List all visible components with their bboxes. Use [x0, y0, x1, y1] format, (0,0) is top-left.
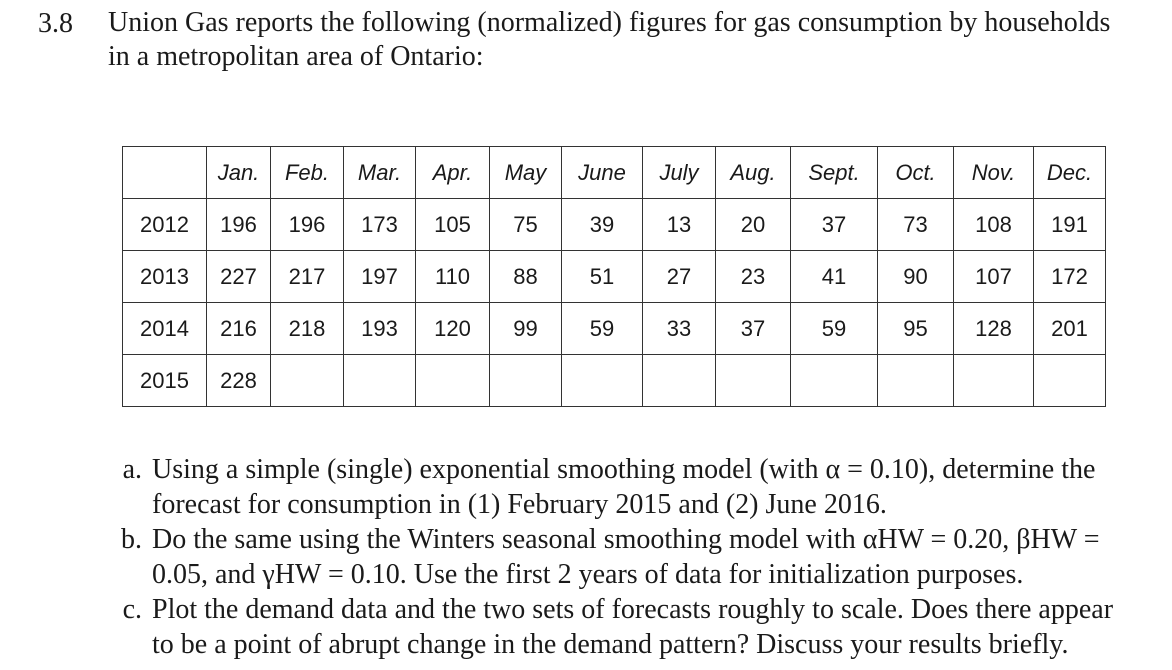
table-cell: 99	[490, 303, 562, 355]
table-cell	[643, 355, 716, 407]
table-cell: 216	[207, 303, 271, 355]
table-cell: 75	[490, 199, 562, 251]
table-cell: 201	[1034, 303, 1106, 355]
table-cell	[344, 355, 416, 407]
table-cell: 193	[344, 303, 416, 355]
table-cell: 191	[1034, 199, 1106, 251]
table-cell: 73	[878, 199, 954, 251]
table-cell	[954, 355, 1034, 407]
gas-consumption-table	[122, 146, 1106, 407]
problem-intro	[108, 6, 1168, 74]
table-cell: 37	[791, 199, 878, 251]
table-cell: 105	[416, 199, 490, 251]
table-cell: 218	[271, 303, 344, 355]
table-cell: 23	[716, 251, 791, 303]
table-cell: 39	[562, 199, 643, 251]
table-cell: 27	[643, 251, 716, 303]
table-cell: 227	[207, 251, 271, 303]
month-header: Dec.	[1034, 147, 1106, 199]
month-header: Feb.	[271, 147, 344, 199]
intro-line: in a metropolitan area of Ontario:	[108, 41, 484, 72]
table-cell: 128	[954, 303, 1034, 355]
table-cell: 51	[562, 251, 643, 303]
month-header: Mar.	[344, 147, 416, 199]
intro-line: Union Gas reports the following (normalized) figures for gas consumption by households	[108, 7, 1111, 38]
month-header: Oct.	[878, 147, 954, 199]
question-letter: a.	[122, 454, 142, 485]
table-cell	[791, 355, 878, 407]
question-list	[100, 452, 1170, 662]
table-row	[123, 303, 1106, 355]
table-cell: 173	[344, 199, 416, 251]
table-cell: 217	[271, 251, 344, 303]
table-cell: 20	[716, 199, 791, 251]
table-cell: 59	[791, 303, 878, 355]
question-b	[100, 522, 1170, 592]
year-cell: 2012	[123, 199, 207, 251]
table-cell: 95	[878, 303, 954, 355]
table-cell: 120	[416, 303, 490, 355]
year-cell: 2014	[123, 303, 207, 355]
question-line: 0.05, and γHW = 0.10. Use the first 2 years of data for initialization purposes.	[152, 559, 1024, 590]
table-cell: 110	[416, 251, 490, 303]
table-cell	[490, 355, 562, 407]
table-cell	[271, 355, 344, 407]
month-header: Nov.	[954, 147, 1034, 199]
table-cell: 172	[1034, 251, 1106, 303]
table-cell	[416, 355, 490, 407]
month-header: Aug.	[716, 147, 791, 199]
question-letter: b.	[121, 524, 142, 555]
table-cell: 197	[344, 251, 416, 303]
question-line: forecast for consumption in (1) February 2015 and (2) June 2016.	[152, 489, 887, 520]
question-line: Using a simple (single) exponential smoothing model (with α = 0.10), determine the	[152, 454, 1096, 485]
table-cell: 41	[791, 251, 878, 303]
table-cell	[1034, 355, 1106, 407]
month-header: Jan.	[207, 147, 271, 199]
month-header: July	[643, 147, 716, 199]
header-corner-cell	[123, 147, 207, 199]
question-line: Do the same using the Winters seasonal smoothing model with αHW = 0.20, βHW =	[152, 524, 1100, 555]
table-cell	[716, 355, 791, 407]
table-cell: 37	[716, 303, 791, 355]
month-header: June	[562, 147, 643, 199]
problem-number: 3.8	[38, 8, 73, 39]
table-cell: 59	[562, 303, 643, 355]
question-line: to be a point of abrupt change in the demand pattern? Discuss your results briefly.	[152, 629, 1069, 660]
table-cell: 33	[643, 303, 716, 355]
table-row	[123, 199, 1106, 251]
table-cell: 13	[643, 199, 716, 251]
table-header-row	[123, 147, 1106, 199]
month-header: May	[490, 147, 562, 199]
table-cell: 196	[207, 199, 271, 251]
question-line: Plot the demand data and the two sets of forecasts roughly to scale. Does there appear	[152, 594, 1114, 625]
table-cell: 108	[954, 199, 1034, 251]
table-cell	[562, 355, 643, 407]
table-cell: 88	[490, 251, 562, 303]
month-header: Sept.	[791, 147, 878, 199]
question-a	[100, 452, 1170, 522]
table-row	[123, 355, 1106, 407]
table-cell: 90	[878, 251, 954, 303]
table-row	[123, 251, 1106, 303]
year-cell: 2013	[123, 251, 207, 303]
month-header: Apr.	[416, 147, 490, 199]
question-letter: c.	[122, 594, 142, 625]
table-cell: 196	[271, 199, 344, 251]
year-cell: 2015	[123, 355, 207, 407]
table-cell	[878, 355, 954, 407]
table-cell: 228	[207, 355, 271, 407]
question-c	[100, 592, 1170, 662]
table-cell: 107	[954, 251, 1034, 303]
